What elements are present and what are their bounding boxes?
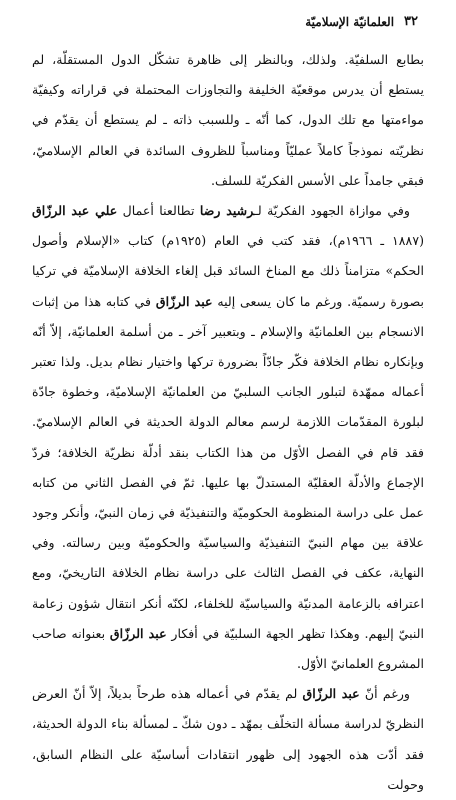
paragraph	[32, 45, 424, 196]
paragraph	[32, 196, 424, 679]
text-run: ورغم أنّ	[359, 686, 410, 702]
running-title: العلمانيّة الإسلاميّة	[305, 14, 395, 29]
text-run: (١٨٨٧ ـ ١٩٦٦م)، فقد كتب في العام (١٩٢٥م) كتاب «الإسلام وأصول الحكم» متزامناً ذلك مع المناخ السائد قبل إلغاء الخلافة الإسلاميّة في تركيا بصورة رسميّة. ورغم ما كان يسعى إليه	[32, 233, 425, 309]
text-run: تطالعنا أعمال	[117, 203, 200, 219]
text-run: بطابع السلفيّة. ولذلك، وبالنظر إلى ظاهرة تشكّل الدول المستقلّة، لم يستطع أن يدرس موقعيّة الخليفة والتجاوزات المحتملة في قراراته وكيفيّة مواءمتها مع تلك الدول، كما أنّه ـ وللسبب ذاته ـ لم يستطع أن يقدّم في نظريّته نموذجاً كاملاً عمليّاً ومناسباً للظروف السائدة في العالم الإسلاميّ، فبقي جامداً على الأسس الفكريّة للسلف.	[32, 52, 424, 188]
running-header	[32, 14, 424, 29]
text-run: لم يقدّم في أعماله هذه طرحاً بديلاً، إلاّ أنّ العرض النظريّ لدراسة مسألة التخلّف بمهّد ـ دون شكّ ـ لمسألة بناء الدولة الحديثة، فقد أدّت هذه الجهود إلى ظهور انتقادات أساسيّة على النظام السابق، وحولت	[32, 686, 424, 792]
author-name: علي عبد الرزّاق	[32, 203, 118, 219]
text-run: في كتابه هذا من إثبات الانسجام بين العلمانيّة والإسلام ـ وبتعبير آخر ـ من أسلمة العلمانيّة، إلاّ أنّه وبإنكاره نظام الخلافة فكّر جادّاً بضرورة تركها واختيار نظام بديل. ولذا تعتبر أعماله ممهّدة لتبلور الجانب السلبيّ من العلمانيّة الإسلاميّة، وخطوة جادّة لبلورة المقدّمات اللازمة لرسم معالم الدولة الحديثة في العالم الإسلاميّ. فقد قام في الفصل الأوّل من هذا الكتاب بنقد أدلّة نظريّة الخلافة؛ فردّ الإجماع والأدلّة العقليّة المستدلّ بها عليها. ثمّ في الفصل الثاني من كتابه عمل على دراسة المنظومة الحكوميّة والتنفيذيّة في زمان النبيّ، وأنكر وجود علاقة بين مهام النبيّ التنفيذيّة والسياسيّة والحكوميّة وبين رسالته. وفي النهاية، عكف في الفصل الثالث على دراسة نظام الخلافة التاريخيّ، ومع اعترافه بالزعامة المدنيّة والسياسيّة للخلفاء، لكنّه أنكر انتقال شؤون زعامة النبيّ إليهم. وهكذا تظهر الجهة السلبيّة في أفكار	[32, 293, 425, 641]
author-name: عبد الرزّاق	[109, 625, 167, 641]
author-name: عبد الرزّاق	[155, 293, 213, 309]
author-name: رشيد رضا	[199, 203, 255, 219]
author-name: عبد الرزّاق	[302, 686, 360, 702]
text-run: وفي موازاة الجهود الفكريّة لـ	[254, 203, 410, 219]
body-text	[32, 45, 424, 800]
page-number: ٣٢	[404, 14, 418, 29]
paragraph	[32, 679, 424, 800]
text-run: بعنوانه صاحب المشروع العلمانيّ الأوّل.	[32, 625, 424, 672]
